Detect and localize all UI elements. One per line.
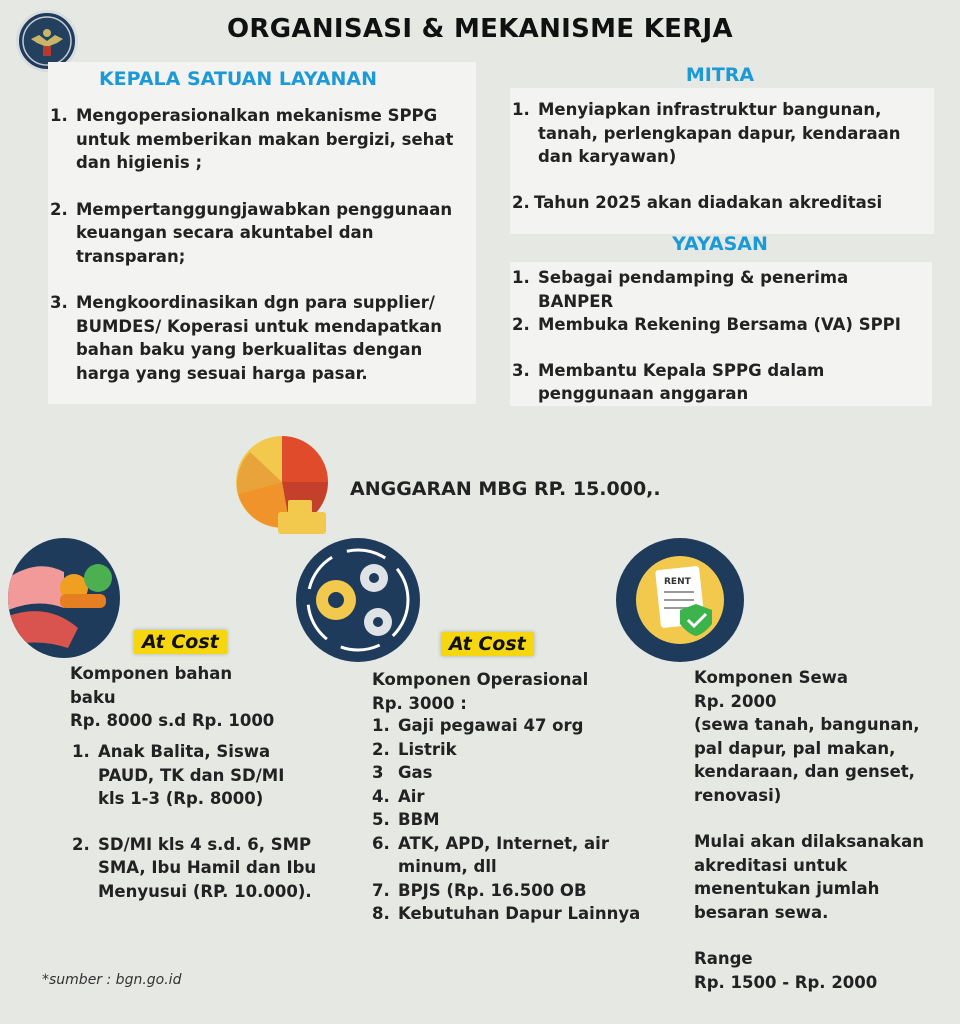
budget-pie-icon bbox=[230, 434, 340, 544]
mitra-list bbox=[512, 98, 932, 214]
list-item: 2. Tahun 2025 akan diadakan akreditasi bbox=[512, 192, 883, 212]
col2-title: Komponen Operasional Rp. 3000 : bbox=[372, 670, 589, 713]
yayasan-list bbox=[512, 266, 928, 406]
page-title: ORGANISASI & MEKANISME KERJA bbox=[227, 14, 733, 44]
list-item: 1. Sebagai pendamping & penerima BANPER bbox=[512, 268, 849, 311]
food-ingredients-icon bbox=[8, 538, 120, 658]
list-item: 3. Membantu Kepala SPPG dalam penggunaan anggaran bbox=[512, 360, 825, 403]
list-item: 1. Mengoperasionalkan mekanisme SPPG untuk memberikan makan bergizi, sehat dan higienis ; bbox=[50, 106, 454, 172]
col1-list bbox=[72, 740, 340, 903]
col3-range-value: Rp. 1500 - Rp. 2000 bbox=[694, 972, 878, 992]
garuda-icon bbox=[19, 13, 75, 69]
list-item: 3. Mengkoordinasikan dgn para supplier/ BUMDES/ Koperasi untuk mendapatkan bahan baku yang berkualitas dengan harga yang sesuai harga pasar. bbox=[50, 293, 442, 383]
list-item: 1. Anak Balita, Siswa PAUD, TK dan SD/MI kls 1-3 (Rp. 8000) bbox=[72, 742, 285, 808]
col3-block bbox=[694, 666, 944, 994]
list-item: 8. Kebutuhan Dapur Lainnya bbox=[372, 904, 641, 923]
col3-price: Rp. 2000 bbox=[694, 691, 777, 711]
list-item: 5. BBM bbox=[372, 810, 440, 829]
kepala-heading: KEPALA SATUAN LAYANAN bbox=[98, 68, 378, 90]
list-item: 2. Mempertanggungjawabkan penggunaan keuangan secara akuntabel dan transparan; bbox=[50, 199, 453, 266]
gears-icon bbox=[296, 538, 420, 662]
rent-document-icon bbox=[616, 538, 744, 662]
rent-doc-label: RENT bbox=[664, 577, 691, 587]
col3-note: Mulai akan dilaksanakan akreditasi untuk menentukan jumlah besaran sewa. bbox=[694, 832, 925, 922]
col2-list bbox=[372, 714, 654, 926]
col3-title: Komponen Sewa bbox=[694, 668, 849, 687]
source-note: *sumber : bgn.go.id bbox=[42, 972, 182, 988]
list-item: 2. Listrik bbox=[372, 739, 457, 759]
at-cost-badge: At Cost bbox=[441, 632, 534, 656]
list-item: 2. Membuka Rekening Bersama (VA) SPPI bbox=[512, 315, 901, 334]
yayasan-heading: YAYASAN bbox=[672, 233, 768, 255]
list-item: 7. BPJS (Rp. 16.500 OB bbox=[372, 880, 587, 900]
list-item: 1. Menyiapkan infrastruktur bangunan, tanah, perlengkapan dapur, kendaraan dan karyawan) bbox=[512, 100, 901, 166]
mitra-heading: MITRA bbox=[685, 64, 755, 86]
list-item: 1. Gaji pegawai 47 org bbox=[372, 716, 584, 735]
budget-label: ANGGARAN MBG RP. 15.000,. bbox=[350, 478, 661, 500]
list-item: 2. SD/MI kls 4 s.d. 6, SMP SMA, Ibu Hamil dan Ibu Menyusui (RP. 10.000). bbox=[72, 834, 317, 901]
col3-detail: (sewa tanah, bangunan, pal dapur, pal makan, kendaraan, dan genset, renovasi) bbox=[694, 715, 920, 805]
col1-title: Komponen bahan baku Rp. 8000 s.d Rp. 1000 bbox=[70, 664, 275, 730]
list-item: 6. ATK, APD, Internet, air minum, dll bbox=[372, 833, 609, 876]
at-cost-badge: At Cost bbox=[134, 630, 227, 654]
list-item: 4. Air bbox=[372, 786, 425, 806]
list-item: 3 Gas bbox=[372, 763, 433, 782]
col3-range-label: Range bbox=[694, 949, 753, 968]
kepala-list bbox=[50, 104, 470, 385]
